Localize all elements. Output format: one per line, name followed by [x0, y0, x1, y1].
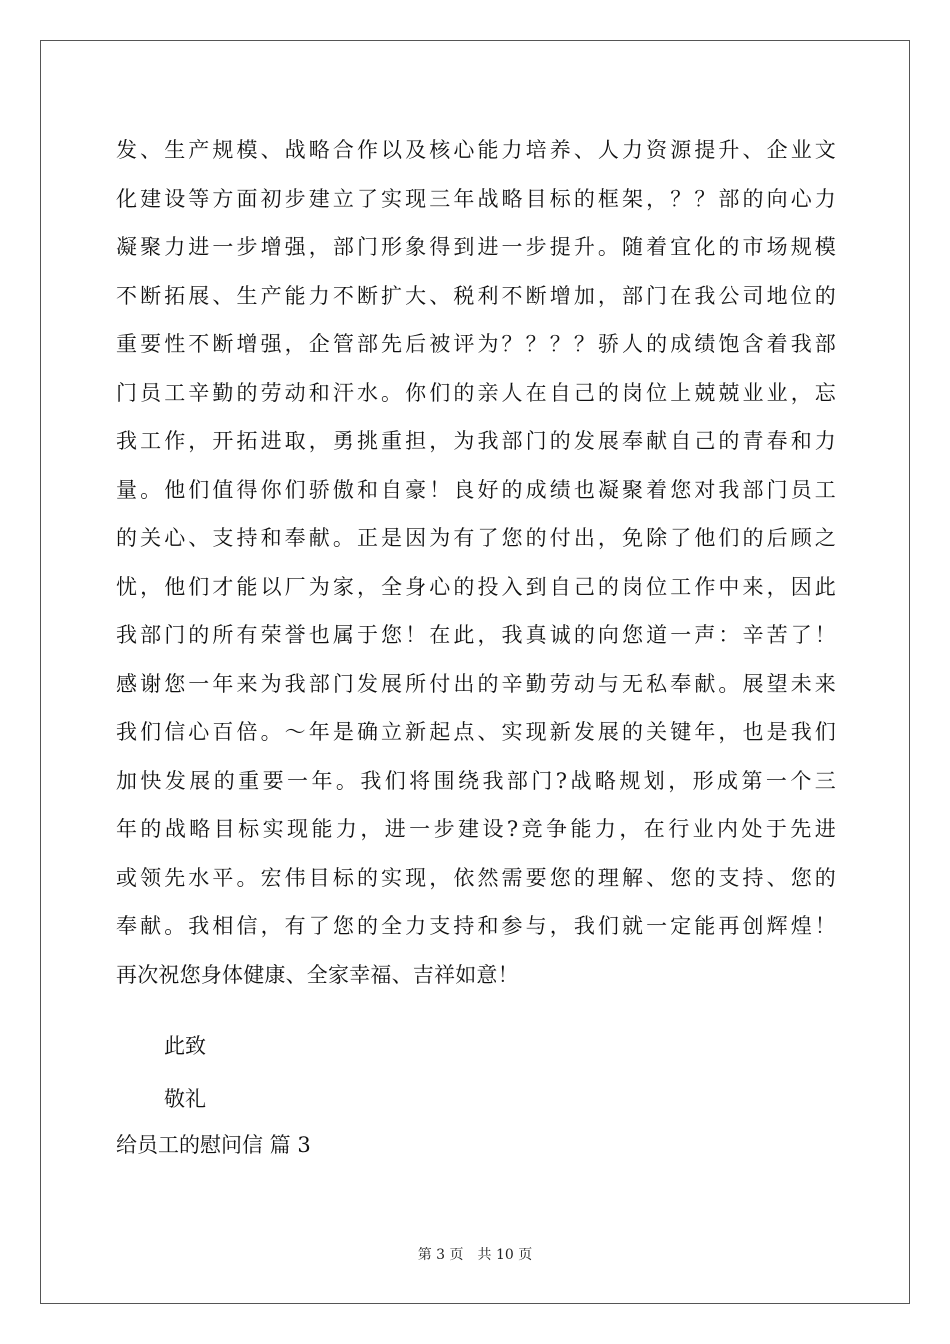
text-line: 重要性不断增强，企管部先后被评为？？？？骄人的成绩饱含着我部 — [116, 332, 836, 356]
text-line: 忧，他们才能以厂为家，全身心的投入到自己的岗位工作中来，因此 — [116, 574, 836, 599]
text-line: 或领先水平。宏伟目标的实现，依然需要您的理解、您的支持、您的 — [116, 865, 836, 890]
letter-body — [116, 126, 836, 999]
text-line: 化建设等方面初步建立了实现三年战略目标的框架，？？部的向心力 — [116, 186, 836, 211]
text-line: 我工作，开拓进取，勇挑重担，为我部门的发展奉献自己的青春和力 — [116, 429, 836, 453]
text-line: 加快发展的重要一年。我们将围绕我部门?战略规划，形成第一个三 — [116, 768, 836, 793]
text-line: 我部门的所有荣誉也属于您！在此，我真诚的向您道一声：辛苦了！ — [116, 623, 836, 647]
text-line-final: 再次祝您身体健康、全家幸福、吉祥如意！ — [116, 962, 519, 987]
text-line: 的关心、支持和奉献。正是因为有了您的付出，免除了他们的后顾之 — [116, 526, 836, 550]
text-line: 凝聚力进一步增强，部门形象得到进一步提升。随着宜化的市场规模 — [116, 235, 836, 259]
text-line: 量。他们值得你们骄傲和自豪！良好的成绩也凝聚着您对我部门员工 — [116, 477, 836, 502]
text-line: 感谢您一年来为我部门发展所付出的辛勤劳动与无私奉献。展望未来 — [116, 671, 836, 696]
text-line: 不断拓展、生产能力不断扩大、税利不断增加，部门在我公司地位的 — [116, 283, 836, 308]
page-footer — [0, 1244, 950, 1264]
page-total: 共 10 页 — [477, 1247, 533, 1263]
closing-salutation: 此致 — [164, 1034, 206, 1058]
text-line: 发、生产规模、战略合作以及核心能力培养、人力资源提升、企业文 — [116, 138, 836, 162]
text-line: 门员工辛勤的劳动和汗水。你们的亲人在自己的岗位上兢兢业业，忘 — [116, 380, 836, 405]
page-number: 第 3 页 — [417, 1247, 464, 1263]
closing-regards: 敬礼 — [164, 1087, 206, 1111]
text-line: 年的战略目标实现能力，进一步建设?竞争能力，在行业内处于先进 — [116, 817, 836, 841]
text-line: 奉献。我相信，有了您的全力支持和参与，我们就一定能再创辉煌！ — [116, 914, 836, 938]
text-line: 我们信心百倍。～年是确立新起点、实现新发展的关键年，也是我们 — [116, 720, 836, 744]
letter-closing — [116, 1020, 206, 1126]
section-heading: 给员工的慰问信 篇 3 — [116, 1133, 311, 1157]
